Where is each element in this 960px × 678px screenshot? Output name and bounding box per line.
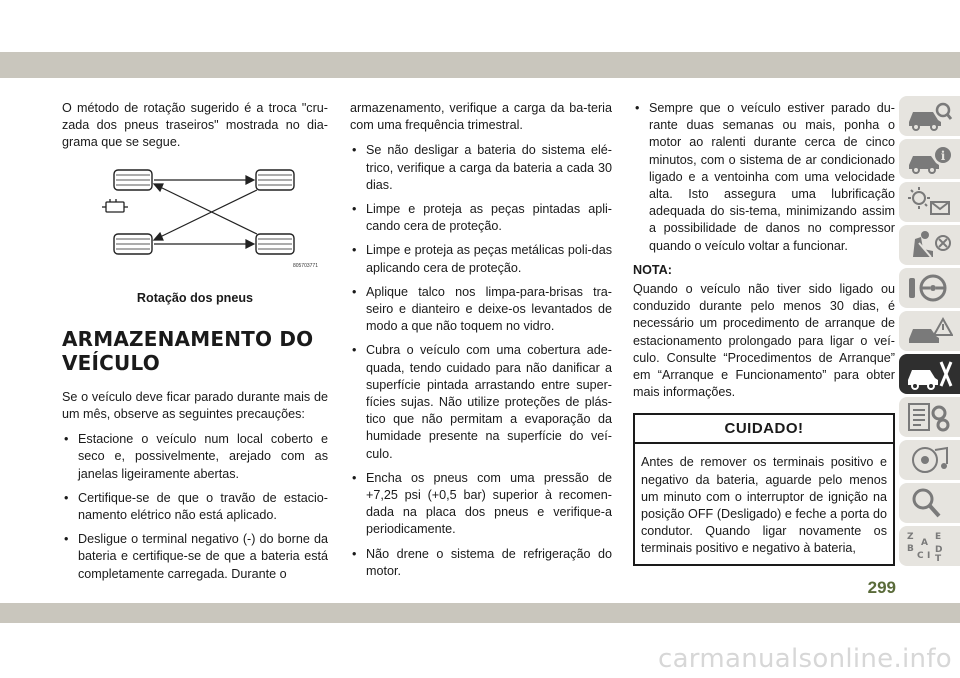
right-bullet-list — [633, 100, 895, 255]
page-number: 299 — [867, 578, 896, 597]
storage-intro-paragraph: Se o veículo deve ficar parado durante mais de um mês, observe as seguintes precauções: — [62, 389, 328, 422]
index-letter: A — [921, 538, 928, 548]
section-title — [62, 327, 328, 375]
list-item: • Limpe e proteja as peças pintadas apli-cando cera de proteção. — [350, 201, 612, 235]
note-text: Quando o veículo não tiver sido ligado ou conduzido durante pelo menos 30 dias, é necessário um procedimento de arranque de estacionamento prolongado para ligar o veí-culo. Consulte “Procedimentos de Arranque” em “Arranque e Funcionamento” para obter mais informações. — [633, 282, 895, 400]
section-title-line-1: ARMAZENAMENTO DO — [62, 326, 314, 351]
car-info-icon — [905, 143, 953, 175]
multimedia-icon — [905, 444, 953, 476]
rotation-arrows — [154, 176, 257, 248]
tab-steering-wheel[interactable] — [899, 268, 960, 308]
right-column — [633, 100, 895, 566]
tab-warning-lights[interactable] — [899, 182, 960, 222]
figure-code: 805703771 — [292, 262, 318, 269]
tab-alphabet-index[interactable] — [899, 526, 960, 566]
watermark: carmanualsonline.info — [657, 644, 952, 674]
tire-rear-left — [114, 234, 152, 254]
tire-rotation-figure — [62, 160, 328, 282]
car-service-icon — [905, 358, 953, 390]
tire-rotation-diagram — [62, 160, 328, 282]
steering-wheel-icon — [905, 272, 953, 304]
caution-text: Antes de remover os terminais positivo e negativo da bateria, aguarde pelo menos um minuto com o interruptor de ignição na posição OFF (Desligado) e feche a porta do condutor. Quando ligar novamente os terminais positivo e negativo à bateria, — [641, 455, 887, 556]
middle-bullet-list — [350, 142, 612, 580]
list-item: • Certifique-se de que o travão de estacio-namento elétrico não está aplicado. — [62, 490, 328, 524]
tab-index-search[interactable] — [899, 483, 960, 523]
list-item: • Sempre que o veículo estiver parado du-rante duas semanas ou mais, ponha o motor ao ralenti durante cerca de cinco minutos, com o sistema de ar condicionado ligado e a ventoinha com uma velocidade alta. Isto assegura uma lubrificação adequada do sis-tema, minimizando assim a possibilidade de danos no compressor quando o veículo voltar a funcionar. — [633, 100, 895, 255]
caution-title: CUIDADO! — [635, 415, 893, 444]
tab-multimedia[interactable] — [899, 440, 960, 480]
index-search-icon — [905, 487, 953, 519]
alphabet-index-icon — [905, 530, 953, 562]
bottom-band — [0, 603, 960, 623]
intro-paragraph: O método de rotação sugerido é a troca "cru-zada dos pneus traseiros" mostrada no dia-grama que se segue. — [62, 101, 328, 150]
specifications-icon — [905, 401, 953, 433]
tab-car-info[interactable] — [899, 139, 960, 179]
chapter-tabs — [899, 96, 960, 569]
caution-box — [633, 413, 895, 565]
seat-airbag-icon — [905, 229, 953, 261]
left-bullet-list — [62, 431, 328, 583]
index-letter: C — [917, 551, 924, 561]
tab-car-warning[interactable] — [899, 311, 960, 351]
index-letter: I — [927, 551, 931, 561]
tire-rear-right — [256, 234, 294, 254]
tab-car-search[interactable] — [899, 96, 960, 136]
list-item: • Não drene o sistema de refrigeração do motor. — [350, 546, 612, 580]
index-letter: D — [935, 545, 943, 555]
section-title-line-2: VEÍCULO — [62, 350, 160, 375]
tab-seat-airbag[interactable] — [899, 225, 960, 265]
tire-front-left — [114, 170, 152, 190]
note-label: NOTA: — [633, 262, 672, 277]
index-letter: B — [907, 544, 914, 554]
list-item: • Estacione o veículo num local coberto e seco e, possivelmente, arejado com as janelas ligeiramente abertas. — [62, 431, 328, 483]
list-item: • Aplique talco nos limpa-para-brisas tra-seiro e dianteiro e deixe-os levantados de modo a que não toquem no vidro. — [350, 284, 612, 336]
index-letter: T — [935, 554, 942, 562]
list-item: • Cubra o veículo com uma cobertura ade-quada, tendo cuidado para não danificar a superfície pintada arrastando entre super-fícies sujas. Não utilize proteções de plás-tico que não permitam a evaporação da humidade presente na superfície do veí-culo. — [350, 342, 612, 462]
list-item: • Limpe e proteja as peças metálicas poli-das aplicando cera de proteção. — [350, 242, 612, 276]
tire-front-right — [256, 170, 294, 190]
svg-text:i: i — [940, 149, 946, 163]
index-letter: Z — [907, 532, 914, 542]
index-letter: E — [935, 532, 942, 542]
car-warning-icon — [905, 315, 953, 347]
engine-icon — [102, 199, 128, 212]
list-item: • Se não desligar a bateria do sistema elé-trico, verifique a carga da bateria a cada 30 dias. — [350, 142, 612, 194]
list-item: • Encha os pneus com uma pressão de +7,25 psi (+0,5 bar) superior à recomen-dada na placa dos pneus e verifique-a periodicamente. — [350, 470, 612, 539]
figure-caption: Rotação dos pneus — [136, 290, 254, 305]
tab-car-service[interactable] — [899, 354, 960, 394]
tab-specifications[interactable] — [899, 397, 960, 437]
car-search-icon — [905, 100, 953, 132]
middle-column — [350, 100, 612, 587]
list-item: • Desligue o terminal negativo (-) do borne da bateria e certifique-se de que a bateria está completamente carregada. Durante o — [62, 531, 328, 583]
warning-lights-icon — [905, 186, 953, 218]
continuation-paragraph: armazenamento, verifique a carga da ba-teria com uma frequência trimestral. — [350, 101, 612, 133]
left-column — [62, 100, 328, 590]
top-band — [0, 52, 960, 78]
